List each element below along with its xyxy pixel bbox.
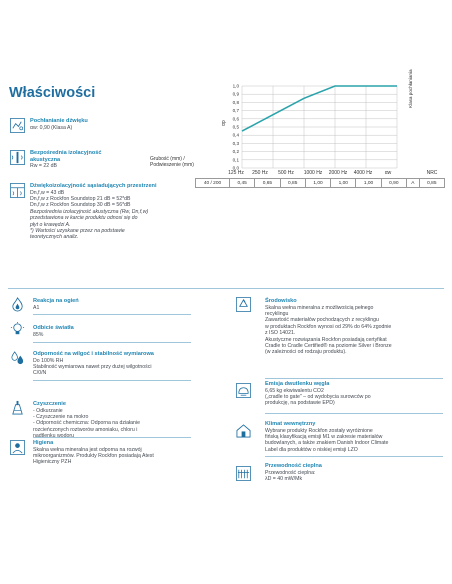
environment-line-7: Cradle to Cradle Certified® na poziomie Silver i Bronze — [265, 343, 392, 350]
indoor-climate-icon — [236, 423, 251, 438]
thermal-title: Przewodność cieplna — [265, 463, 322, 469]
table-cell: 1,00 — [331, 179, 356, 188]
sound-insulation-value: Rw = 22 dB — [30, 163, 57, 170]
fire-reaction-value: A1 — [33, 304, 40, 311]
cleaning-line-3: - Odporność chemiczna: Odporna na działanie — [33, 420, 140, 427]
sound-absorption-title: Pochłanianie dźwięku — [30, 118, 88, 124]
divider — [33, 314, 191, 315]
co2-line-3: produkcję, na podstawie EPD) — [265, 400, 335, 407]
cleaning-title: Czyszczenie — [33, 401, 66, 407]
table-cell: 0,90 — [381, 179, 406, 188]
humidity-block — [33, 351, 193, 377]
y-tick-label: 0,8 — [232, 99, 239, 105]
table-header-5: 4000 Hz — [353, 170, 373, 176]
table-left-label-2: Podwieszenie (mm) — [150, 162, 194, 168]
indoor-climate-line-1: Wybrane produkty Rockfon zostały wyróżnione — [265, 427, 373, 434]
co2-line-1: 6,65 kg ekwiwalentu CO2 — [265, 387, 324, 394]
table-cell-size: 40 / 200 — [196, 179, 230, 188]
table-header-4: 2000 Hz — [328, 170, 348, 176]
fire-icon — [10, 297, 25, 312]
thermal-line-2: λD = 40 mW/Mk — [265, 476, 303, 482]
series-line — [242, 86, 397, 131]
co2-icon — [236, 383, 251, 398]
y-tick-label: 0,0 — [232, 165, 239, 171]
co2-title: Emisja dwutlenku węgla — [265, 381, 330, 387]
flanking-note-4: *) Wartości uzyskane przez na podstawie — [30, 228, 125, 235]
divider — [265, 456, 443, 457]
y-tick-label: 0,7 — [232, 108, 239, 114]
indoor-climate-title: Klimat wewnętrzny — [265, 421, 316, 427]
indoor-climate-line-2: fińską klasyfikacją emisji M1 w zakresie materiałów — [265, 434, 383, 440]
indoor-climate-line-3: budowlanych, a także znakiem Danish Indoor Climate — [265, 440, 389, 447]
y-tick-label: 1,0 — [232, 83, 239, 89]
table-header-6: αw — [384, 170, 392, 176]
light-reflection-value: 85% — [33, 331, 44, 338]
y-tick-label: 0,1 — [232, 157, 239, 163]
environment-line-3: Zawartość materiałów pochodzących z recyklingu — [265, 317, 379, 324]
recycle-icon — [236, 297, 251, 312]
sound-insulation-title: Bezpośrednia izolacyjność akustyczna — [30, 150, 102, 163]
environment-line-1: Skalna wełna mineralna z możliwością pełnego — [265, 304, 374, 311]
flanking-line-2: Dn,f,w z Rockfon Soundstop 21 dB = 52*dB — [30, 196, 131, 202]
divider — [265, 378, 443, 379]
flanking-line-3: Dn,f,w z Rockfon Soundstop 30 dB = 56*dB — [30, 202, 131, 209]
sound-insulation-icon — [10, 150, 25, 165]
co2-line-2: („cradle to gate" – od wydobycia surowców po — [265, 394, 371, 400]
cleaning-icon — [10, 400, 25, 415]
environment-line-2: recyklingu — [265, 311, 289, 317]
hygiene-title: Higiena — [33, 440, 54, 446]
divider — [33, 437, 191, 438]
environment-title: Środowisko — [265, 298, 297, 304]
flanking-note-5: teoretycznych analiz. — [30, 234, 79, 241]
table-cell: 0,45 — [230, 179, 255, 188]
hygiene-block — [33, 440, 193, 466]
table-header-1: 250 Hz — [252, 170, 268, 176]
light-reflection-title: Odbicie światła — [33, 325, 74, 331]
environment-line-4: w produktach Rockfon wynosi od 29% do 64% zgodnie — [265, 323, 392, 330]
divider — [265, 413, 443, 414]
table-left-label-1: Grubość (mm) / — [150, 156, 185, 162]
table-cell: 0,65 — [255, 179, 280, 188]
divider — [33, 342, 191, 343]
flanking-insulation-block — [30, 183, 190, 241]
y-axis-label: αp — [221, 120, 227, 126]
cleaning-line-1: - Odkurzanie — [33, 407, 63, 414]
humidity-title: Odporność na wilgoć i stabilność wymiarowa — [33, 351, 154, 357]
sound-absorption-value: αw: 0,90 (Klasa A) — [30, 124, 73, 131]
table-cell: A — [406, 179, 419, 188]
y-tick-label: 0,5 — [232, 124, 239, 130]
environment-line-5: z ISO 14021. — [265, 330, 296, 337]
thermal-line-1: Przewodność cieplna: — [265, 469, 316, 476]
flanking-insulation-icon — [10, 183, 25, 198]
flanking-note-1: Bezpośrednia izolacyjność akustyczna (Rw, Dn,f,w) — [30, 208, 149, 215]
thermal-block — [265, 463, 445, 482]
sound-absorption-block — [30, 118, 190, 131]
environment-line-6: Akustyczne rozwiązania Rockfon posiadają certyfikat — [265, 336, 387, 343]
table-cell: 1,00 — [356, 179, 381, 188]
co2-block — [265, 381, 445, 407]
environment-block — [265, 298, 445, 356]
fire-reaction-title: Reakcja na ogień — [33, 298, 79, 304]
hygiene-line-1: Skalna wełna mineralna jest odporna na rozwój — [33, 446, 142, 453]
cleaning-block — [33, 401, 193, 440]
hygiene-line-2: mikroorganizmów. Produkty Rockfon posiadają Atest — [33, 453, 154, 459]
table-header-7: NRC — [426, 170, 438, 176]
page-title: Właściwości — [9, 85, 96, 101]
hygiene-icon — [10, 440, 25, 455]
y-tick-label: 0,6 — [232, 116, 239, 122]
absorption-table — [195, 178, 445, 188]
y-tick-label: 0,9 — [232, 91, 239, 97]
light-reflection-block — [33, 325, 193, 338]
table-cell: 0,85 — [419, 179, 444, 188]
y-tick-label: 0,2 — [232, 149, 239, 155]
table-cell: 0,85 — [280, 179, 305, 188]
indoor-climate-line-4: Label dla produktów o niskiej emisji LZO — [265, 446, 358, 453]
cleaning-line-4: rozcieńczonych roztworów amoniaku, chloru i — [33, 426, 138, 433]
table-cell: 1,00 — [305, 179, 330, 188]
table-header-2: 500 Hz — [278, 170, 294, 176]
flanking-note-2: przedstawiona w karcie produktu odnosi się do — [30, 215, 138, 222]
section-divider — [8, 288, 444, 289]
sound-absorption-icon — [10, 118, 25, 133]
table-row — [196, 179, 445, 188]
humidity-line-2: Stabilność wymiarowa nawet przy dużej wilgotności — [33, 364, 152, 370]
flanking-note-3: płyt o krawędzi A. — [30, 221, 71, 228]
cleaning-line-2: - Czyszczenie na mokro — [33, 414, 89, 420]
flanking-line-1: Dn,f,w = 43 dB — [30, 189, 65, 196]
y-tick-label: 0,3 — [232, 140, 239, 146]
humidity-icon — [10, 350, 25, 365]
y-tick-label: 0,4 — [232, 132, 239, 138]
sound-insulation-block — [30, 150, 115, 170]
light-reflection-icon — [10, 322, 25, 337]
hygiene-line-3: Higieniczny PZH — [33, 459, 72, 466]
divider — [33, 380, 191, 381]
environment-line-8: (w zależności od rodzaju produktu). — [265, 349, 347, 356]
humidity-line-3: C/0/N — [33, 370, 47, 377]
table-header-3: 1000 Hz — [303, 170, 323, 176]
humidity-line-1: Do 100% RH — [33, 357, 64, 364]
table-header-0: 125 Hz — [228, 170, 244, 176]
fire-reaction-block — [33, 298, 193, 311]
class-header: Klasa pochłaniania — [408, 69, 413, 108]
flanking-insulation-title: Dźwiękoizolacyjność sąsiadujących przestrzeni — [30, 183, 157, 189]
thermal-icon — [236, 466, 251, 481]
indoor-climate-block — [265, 421, 445, 453]
